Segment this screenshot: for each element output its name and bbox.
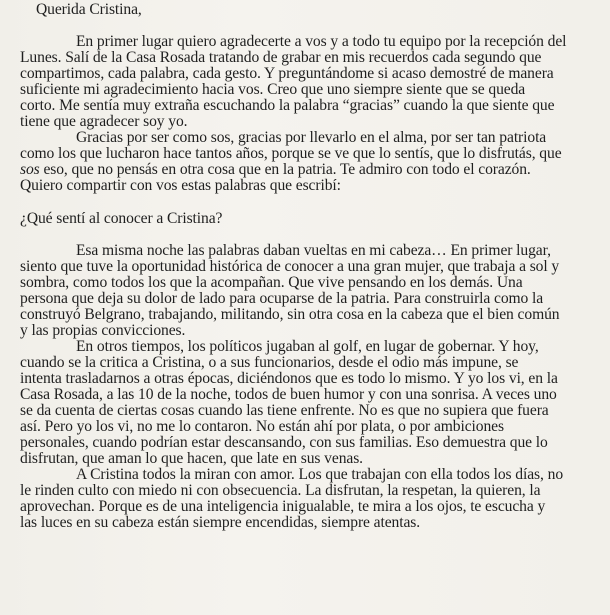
- text-line: disfrutan, que aman lo que hacen, que late en sus venas.: [20, 450, 363, 468]
- text-line: Casa Rosada, a las 10 de la noche, todos de buen humor y con una sonrisa. A veces uno: [20, 385, 557, 403]
- text-line: corto. Me sentía muy extraña escuchando la palabra “gracias” cuando la que siente que: [20, 97, 555, 115]
- text-line: sos eso, que no pensás en otra cosa que en la patria. Te admiro con todo el corazón.: [20, 161, 531, 179]
- text-line: Gracias por ser como sos, gracias por llevarlo en el alma, por ser tan patriota: [76, 129, 547, 147]
- letter-body: [20, 2, 605, 531]
- text-line: personales, cuando podrían estar descansando, con sus familias. Eso demuestra que lo: [20, 434, 548, 452]
- text-line: Quiero compartir con vos estas palabras que escribí:: [20, 177, 341, 195]
- paragraph-love: [20, 467, 605, 531]
- text-line: persona que deja su dolor de lado para ocuparse de la patria. Para construirla como la: [20, 289, 544, 307]
- paragraph-gratitude: [20, 34, 605, 130]
- text-line: A Cristina todos la miran con amor. Los que trabajan con ella todos los días, no: [76, 466, 564, 484]
- text-line: aprovechan. Porque es de una inteligencia inigualable, te mira a los ojos, te escucha y: [20, 498, 546, 516]
- text-line: En primer lugar quiero agradecerte a vos y a todo tu equipo por la recepción del: [76, 33, 567, 51]
- text-line: Lunes. Salí de la Casa Rosada tratando de grabar en mis recuerdos cada segundo que: [20, 49, 542, 67]
- paragraph-thanks: [20, 130, 605, 194]
- text-line: las luces en su cabeza están siempre encendidas, siempre atentas.: [20, 514, 421, 532]
- text-line: y las propias convicciones.: [20, 321, 186, 339]
- text-line: le rinden culto con miedo ni con obsecuencia. La disfrutan, la respetan, la quieren, la: [20, 482, 541, 500]
- text-line: se da cuenta de ciertas cosas cuando las tiene enfrente. No es que no supiera que fuera: [20, 402, 549, 420]
- text-line: intenta trasladarnos a otras épocas, diciéndonos que es todo lo mismo. Y yo los vi, en la: [20, 369, 558, 387]
- text-line: cuando se la critica a Cristina, o a sus funcionarios, desde el odio más impune, se: [20, 353, 519, 371]
- text-line: sombra, como todos los que la acompañan. Que vive pensando en los demás. Una: [20, 273, 523, 291]
- paragraph-other-times: [20, 339, 605, 467]
- section-subtitle: ¿Qué sentí al conocer a Cristina?: [20, 209, 223, 227]
- text-line: suficiente mi agradecimiento hacia vos. Creo que uno siempre siente que se queda: [20, 81, 526, 99]
- text-line: construyó Belgrano, trabajando, militando, sin otra cosa en la cabeza que el bien común: [20, 305, 560, 323]
- text-line: En otros tiempos, los políticos jugaban al golf, en lugar de gobernar. Y hoy,: [76, 337, 539, 355]
- letter-greeting: Querida Cristina,: [36, 1, 142, 18]
- text-line: compartimos, cada palabra, cada gesto. Y preguntándome si acaso demostré de manera: [20, 65, 554, 83]
- text-line: así. Pero yo los vi, no me lo contaron. No están ahí por plata, o por ambiciones: [20, 418, 504, 436]
- text-line: Esa misma noche las palabras daban vueltas en mi cabeza… En primer lugar,: [76, 241, 551, 259]
- text-line: siento que tuve la oportunidad histórica de conocer a una gran mujer, que trabaja a sol y: [20, 257, 560, 275]
- paragraph-first-impression: [20, 243, 605, 339]
- text-line: como los que lucharon hace tantos años, porque se ve que lo sentís, que lo disfrutás, que: [20, 145, 562, 163]
- text-line: tiene que agradecer soy yo.: [20, 113, 188, 131]
